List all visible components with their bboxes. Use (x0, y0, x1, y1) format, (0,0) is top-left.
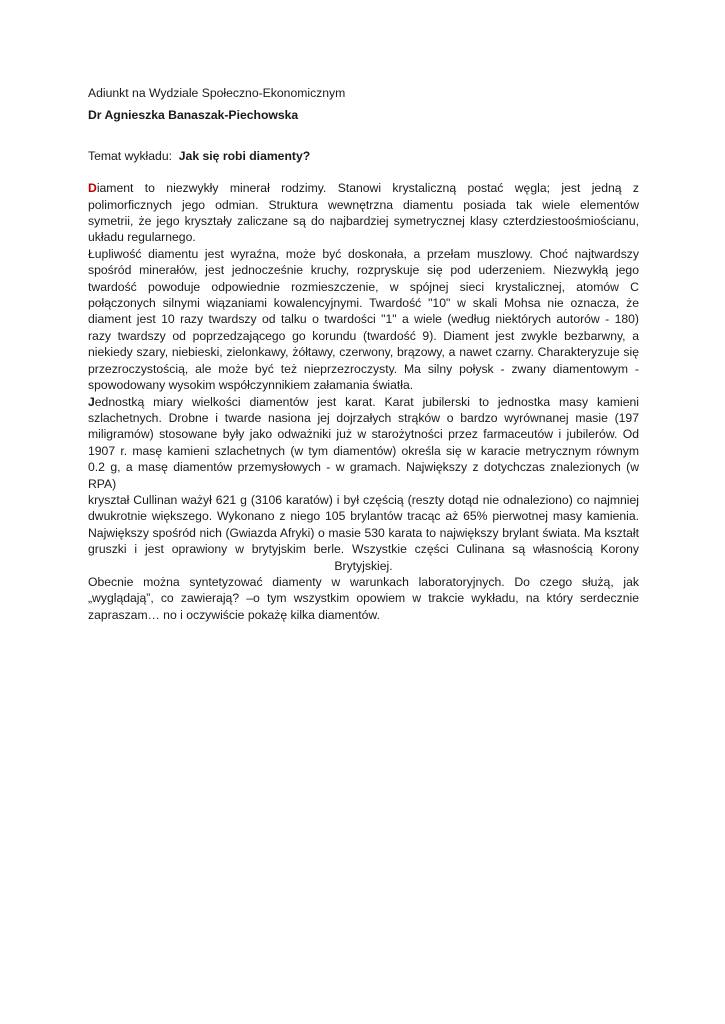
paragraph-line: spośród minerałów, jest jednocześnie kruchy, rozpryskuje się pod uderzeniem. Niezwykłą jego (88, 263, 639, 278)
paragraph-line: szlachetnych. Drobne i twarde nasiona jej dojrzałych strąków o bardzo wyrównanej masie (197 (88, 410, 639, 425)
paragraph-synthesis (88, 574, 639, 623)
topic-label: Temat wykładu: (88, 148, 172, 163)
paragraph-line: Obecnie można syntetyzować diamenty w warunkach laboratoryjnych. Do czego służą, jak (88, 574, 639, 589)
paragraph-line: układu regularnego. (88, 230, 196, 245)
paragraph-line: spowodowany wysokim współczynnikiem załamania światła. (88, 378, 414, 393)
drop-letter: D (88, 181, 97, 196)
paragraph-line: Największy spośród nich (Gwiazda Afryki) o masie 530 karata to największy brylant świata. Ma kształt (88, 525, 639, 540)
paragraph-line: gruszki i jest oprawiony w brytyjskim berle. Wszystkie części Culinana są własnością Korony (88, 542, 639, 557)
drop-letter: J (88, 394, 95, 409)
paragraph-line: dwukrotnie większego. Wykonano z niego 105 brylantów tracąc aż 65% pierwotnej masy kamienia. (88, 509, 639, 524)
document-page (88, 85, 639, 623)
paragraph-line: połączonych silnymi wiązaniami kowalencyjnymi. Twardość "10" w skali Mohsa nie oznacza, że (88, 296, 639, 311)
paragraph-line: diament jest 10 razy twardszy od talku o twardości "1" a wiele (według niektórych autorów - 180) (88, 312, 639, 327)
paragraph-line: Brytyjskiej. (334, 558, 393, 573)
paragraph-line: zapraszam… no i oczywiście pokażę kilka diamentów. (88, 607, 380, 622)
paragraph-line: „wyglądają”, co zawierają? –o tym wszystkim opowiem w trakcie wykładu, na który serdecznie (88, 591, 639, 606)
paragraph-line: miligramów) stosowane były jako odważniki już w starożytności przez farmaceutów i jubilerów. Od (88, 427, 639, 442)
paragraph-intro (88, 180, 639, 246)
paragraph-line: Łupliwość diamentu jest wyraźna, może być doskonała, a przełam muszlowy. Choć najtwardszy (88, 246, 639, 261)
paragraph-line: przezroczystością, ale może być też nieprzezroczysty. Ma silny połysk - zwany diamentowym - (88, 361, 639, 376)
topic-title: Jak się robi diamenty? (178, 148, 311, 163)
paragraph-line: polimorficznych jego odmian. Struktura wewnętrzna diamentu posiada tak wiele elementów (88, 197, 639, 212)
affiliation: Adiunkt na Wydziale Społeczno-Ekonomicznym (88, 86, 346, 100)
paragraph-line: 0.2 g, a masę diamentów przemysłowych - w gramach. Największy z dotychczas znalezionych (w RPA) (88, 460, 639, 491)
paragraph-line: twardość powoduje odpowiednie rozmieszczenie, w spójnej sieci krystalicznej, atomów C (88, 279, 639, 294)
paragraph-carat (88, 394, 639, 574)
lecture-topic (88, 148, 639, 164)
paragraph-line: 1907 r. masę kamieni szlachetnych (w tym diamentów) określa się w karacie metrycznym równym (88, 443, 639, 458)
paragraph-line: symetrii, że jego kryształy zaliczane są do najbardziej symetrycznej klasy czterdziestoośmiościanu, (88, 214, 639, 229)
paragraph-line: Jednostką miary wielkości diamentów jest karat. Karat jubilerski to jednostka masy kamieni (88, 394, 639, 409)
paragraph-line: kryształ Cullinan ważył 621 g (3106 karatów) i był częścią (reszty dotąd nie odnaleziono) co najmniej (88, 492, 639, 507)
author-name: Dr Agnieszka Banaszak-Piechowska (88, 108, 299, 123)
paragraph-cleavage (88, 246, 639, 394)
paragraph-line: Diament to niezwykły minerał rodzimy. Stanowi krystaliczną postać węgla; jest jedną z (88, 181, 639, 196)
paragraph-line: razy twardszy od poprzedzającego go korundu (twardość 9). Diament jest zwykle bezbarwny, a (88, 328, 639, 343)
paragraph-line: niekiedy szary, niebieski, zielonkawy, żółtawy, czerwony, brązowy, a nawet czarny. Charakteryzuje się (88, 345, 639, 360)
